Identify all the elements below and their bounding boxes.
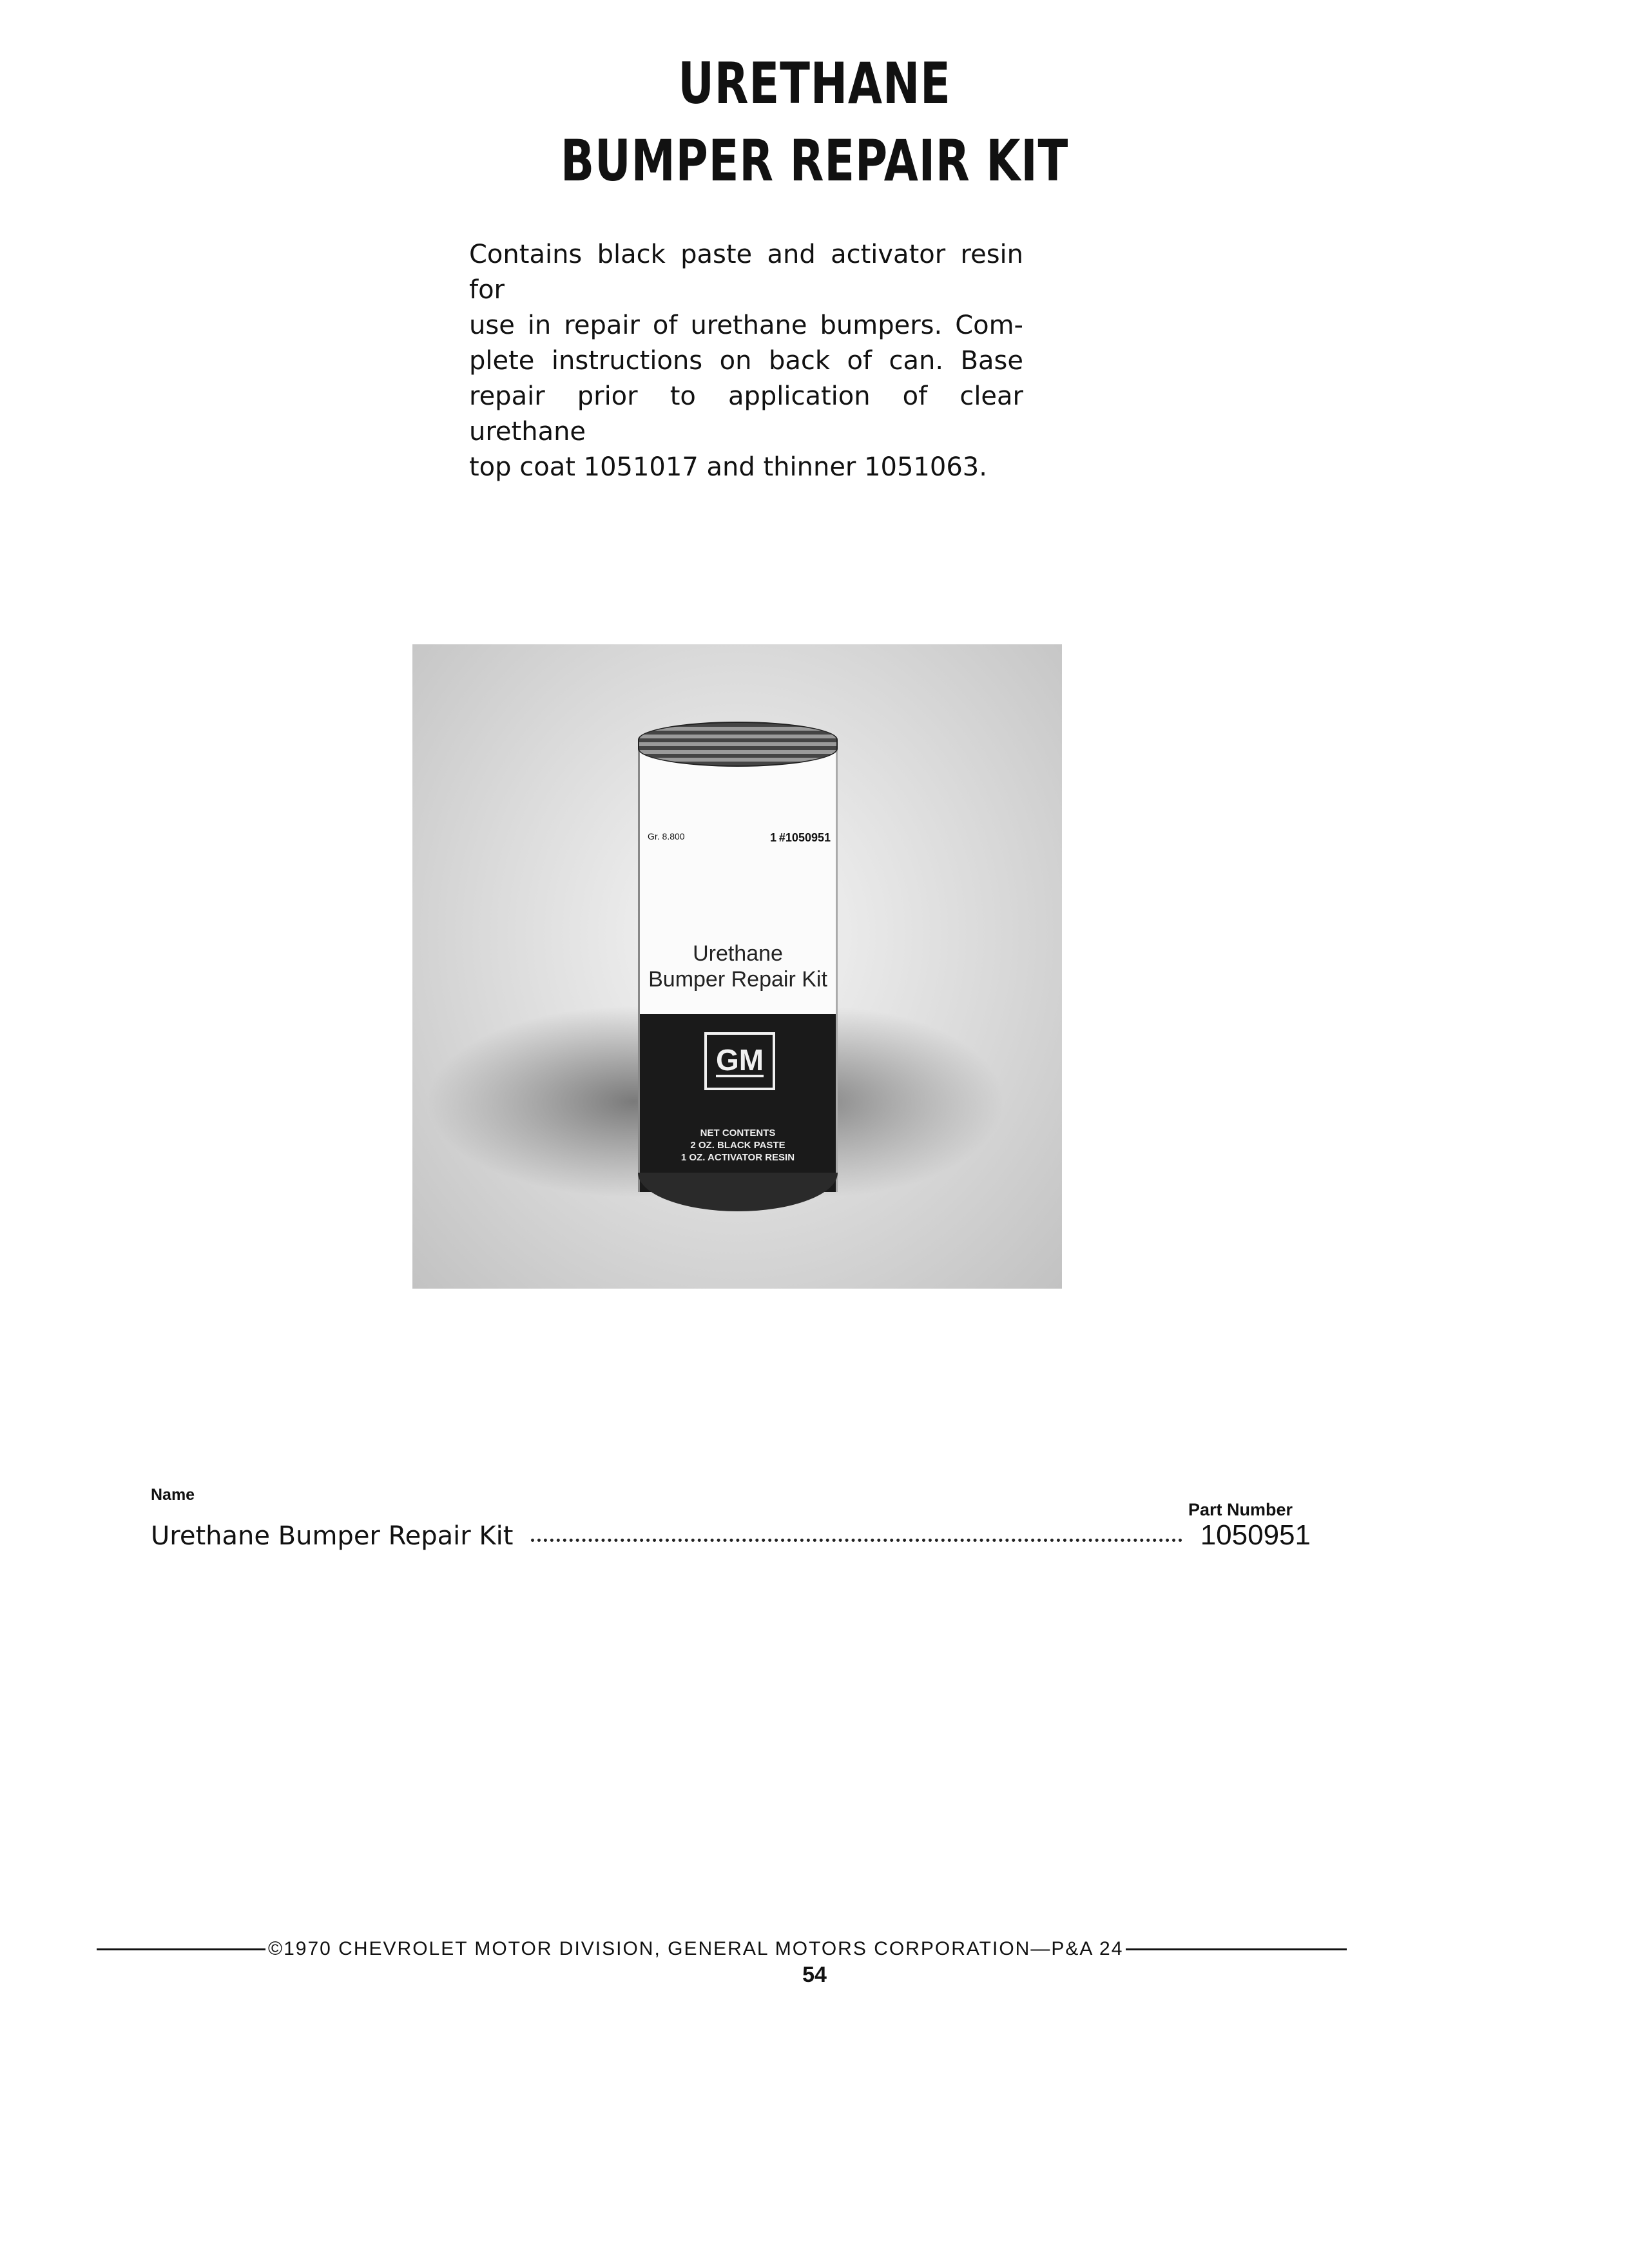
can-body — [638, 747, 838, 1192]
title-line-2: BUMPER REPAIR KIT — [560, 128, 1069, 194]
can-label-small: Gr. 8.800 — [648, 831, 685, 841]
can-contents — [640, 1127, 836, 1164]
copyright-footer — [97, 1938, 1347, 1960]
name-column-header: Name — [151, 1486, 195, 1504]
can-dark-band — [640, 1014, 836, 1192]
gm-logo-text: GM — [715, 1043, 764, 1077]
product-description — [469, 237, 1023, 485]
title-line-1: URETHANE — [678, 50, 951, 117]
page-number: 54 — [802, 1963, 827, 1987]
can-label-qty: 1 — [770, 831, 777, 844]
can-contents-line: 1 OZ. ACTIVATOR RESIN — [680, 1152, 795, 1163]
can-name-line-2: Bumper Repair Kit — [648, 967, 827, 992]
photo-shadow-left — [425, 1005, 657, 1198]
can-label-part: #1050951 — [778, 831, 831, 844]
can-lid — [638, 722, 838, 767]
description-line: repair prior to application of clear urethane — [469, 381, 1023, 447]
gm-logo — [704, 1032, 775, 1090]
can-contents-line: NET CONTENTS — [700, 1128, 776, 1139]
part-number-column-header: Part Number — [1188, 1500, 1293, 1519]
can-bottom — [638, 1173, 838, 1211]
can-label-top-row — [648, 831, 831, 845]
description-line: top coat 1051017 and thinner 1051063. — [469, 452, 987, 482]
part-name: Urethane Bumper Repair Kit — [151, 1521, 514, 1551]
part-number: 1050951 — [1200, 1519, 1311, 1551]
can-product-name — [640, 941, 836, 992]
parts-list-row — [151, 1519, 1311, 1558]
page-title — [179, 45, 1450, 200]
product-can — [638, 722, 838, 1211]
description-line: use in repair of urethane bumpers. Com- — [469, 311, 1023, 340]
can-contents-line: 2 OZ. BLACK PASTE — [690, 1140, 786, 1151]
footer-rule-left — [97, 1948, 265, 1950]
footer-rule-right — [1126, 1948, 1347, 1950]
copyright-text: ©1970 CHEVROLET MOTOR DIVISION, GENERAL MOTORS CORPORATION—P&A 24 — [268, 1938, 1124, 1959]
can-name-line-1: Urethane — [693, 941, 783, 966]
description-line: Contains black paste and activator resin for — [469, 240, 1023, 305]
description-line: plete instructions on back of can. Base — [469, 346, 1023, 376]
dot-leader — [531, 1539, 1182, 1542]
product-photo — [412, 644, 1062, 1289]
